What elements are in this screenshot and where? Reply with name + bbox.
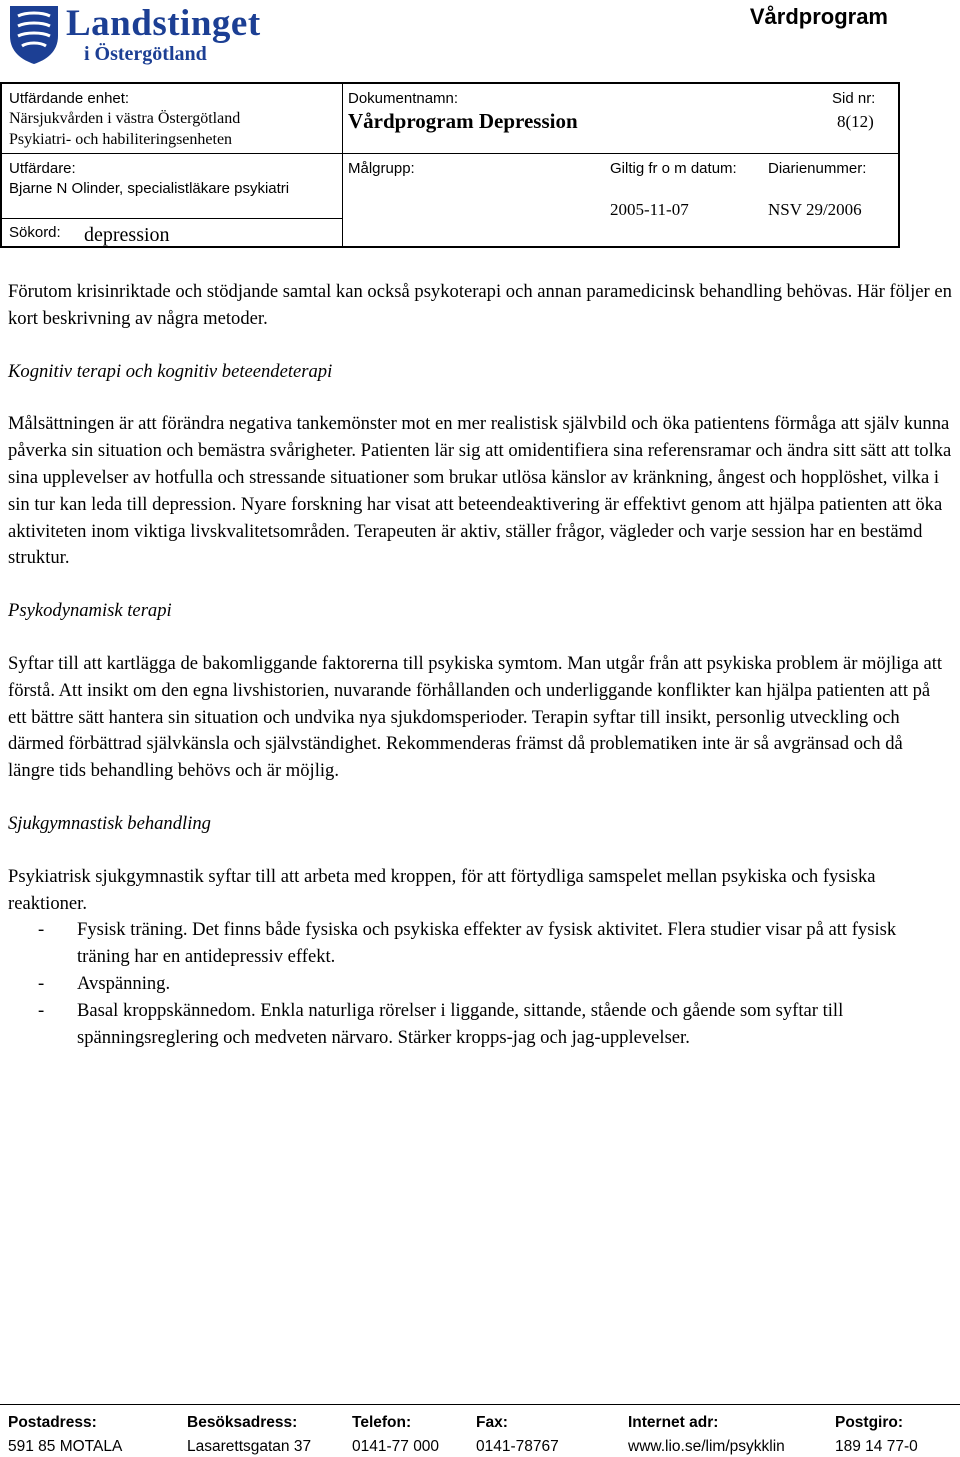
list-item-text: Fysisk träning. Det finns både fysiska och psykiska effekter av fysisk aktivitet. Flera studier visar på att fysisk träning har en antidepressiv effekt. bbox=[77, 919, 897, 968]
footer-phone-label: Telefon: bbox=[352, 1414, 412, 1431]
row-divider bbox=[342, 153, 898, 154]
footer-phone-value: 0141-77 000 bbox=[352, 1438, 440, 1455]
logo-name: Landstinget bbox=[66, 3, 261, 44]
column-divider bbox=[342, 84, 343, 246]
logo-region: i Östergötland bbox=[84, 43, 207, 65]
footer-postal-value: 591 85 MOTALA bbox=[8, 1438, 123, 1455]
keyword-label: Sökord: bbox=[9, 224, 61, 241]
valid-from-value: 2005-11-07 bbox=[610, 200, 689, 219]
document-header-table bbox=[0, 82, 900, 248]
section-heading-physiotherapy: Sjukgymnastisk behandling bbox=[8, 812, 211, 834]
registration-number-value: NSV 29/2006 bbox=[768, 200, 862, 219]
footer-giro-value: 189 14 77-0 bbox=[835, 1438, 918, 1455]
organization-logo bbox=[6, 2, 296, 68]
section-heading-cognitive: Kognitiv terapi och kognitiv beteendeterapi bbox=[8, 360, 333, 382]
issuer-value: Bjarne N Olinder, specialistläkare psykiatri bbox=[9, 180, 290, 197]
footer-web-label: Internet adr: bbox=[628, 1414, 719, 1431]
registration-number-label: Diarienummer: bbox=[768, 160, 867, 177]
footer-fax-value: 0141-78767 bbox=[476, 1438, 559, 1455]
valid-from-label: Giltig fr o m datum: bbox=[610, 160, 737, 177]
issuer-label: Utfärdare: bbox=[9, 160, 76, 177]
list-bullet: - bbox=[38, 972, 45, 994]
page-number-value: 8(12) bbox=[837, 112, 874, 131]
row-divider bbox=[2, 218, 342, 219]
intro-paragraph: Förutom krisinriktade och stödjande samtal kan också psykoterapi och annan paramedicinsk behandling behövas. Här följer en kort beskrivning av några metoder. bbox=[8, 281, 952, 329]
document-name-value: Vårdprogram Depression bbox=[348, 109, 578, 133]
document-type-title: Vårdprogram bbox=[749, 4, 888, 29]
list-item bbox=[8, 917, 952, 971]
county-emblem-icon bbox=[6, 2, 62, 66]
list-item bbox=[8, 998, 952, 1052]
target-group-label: Målgrupp: bbox=[348, 160, 415, 177]
section-heading-psychodynamic: Psykodynamisk terapi bbox=[8, 600, 172, 622]
list-item-text: Basal kroppskännedom. Enkla naturliga rörelser i liggande, sittande, stående och gående som syftar till spänningsreglering och medveten närvaro. Stärker kropps-jag och jag-upplevelser. bbox=[77, 999, 844, 1048]
issuing-unit-line2: Psykiatri- och habiliteringsenheten bbox=[9, 131, 233, 148]
list-bullet: - bbox=[38, 999, 45, 1021]
page-number-label: Sid nr: bbox=[832, 90, 876, 107]
footer-postal-label: Postadress: bbox=[8, 1414, 97, 1431]
section-text-psychodynamic: Syftar till att kartlägga de bakomliggande faktorerna till psykiska symtom. Man utgår från att psykiska problem är möjliga att förstå. Att insikt om den egna livshistorien, nuvarande förhållanden och underliggande konflikter kan hjälpa patienten att på ett bättre sätt hantera sin situation och undvika nya sjukdomsperioder. Terapin syftar till insikt, personlig utveckling och därmed förbättrad självkänsla och självständighet. Rekommenderas främst då problematiken inte är så avgränsad och då längre tids behandling behövs och är möjlig. bbox=[8, 652, 943, 782]
list-bullet: - bbox=[38, 919, 45, 941]
footer-giro-label: Postgiro: bbox=[835, 1414, 904, 1431]
footer-fax-label: Fax: bbox=[476, 1414, 508, 1431]
issuing-unit-line1: Närsjukvården i västra Östergötland bbox=[9, 110, 241, 127]
issuing-unit-label: Utfärdande enhet: bbox=[9, 90, 130, 107]
document-name-label: Dokumentnamn: bbox=[348, 90, 459, 107]
section-text-cognitive: Målsättningen är att förändra negativa tankemönster mot en mer realistisk självbild och öka patientens förmåga att själv kunna påverka sin situation och bemästra svårigheter. Patienten lär sig att omidentifiera sina referensramar och ändra sitt sätt att tolka sina upplevelser av hotfulla och stressande situationer som brukar utlösa känslor av kränkning, ångest och hopplöshet, vilka i sin tur kan leda till depression. Nyare forskning har visat att beteendeaktivering är effektivt genom att hjälpa patienten att öka aktiviteten inom viktiga livskvalitetsområden. Terapeuten är aktiv, ställer frågor, vägleder och varje session har en bestämd struktur. bbox=[8, 413, 952, 569]
physiotherapy-list bbox=[8, 917, 952, 1051]
keyword-value: depression bbox=[84, 224, 170, 246]
footer-visit-value: Lasarettsgatan 37 bbox=[187, 1438, 312, 1455]
row-divider bbox=[2, 153, 342, 154]
footer-divider bbox=[0, 1404, 960, 1405]
list-item-text: Avspänning. bbox=[77, 972, 171, 994]
footer-web-link[interactable]: www.lio.se/lim/psykklin bbox=[628, 1438, 785, 1455]
section-text-physiotherapy: Psykiatrisk sjukgymnastik syftar till att arbeta med kroppen, för att förtydliga samspelet mellan psykiska och fysiska reaktioner. bbox=[8, 865, 876, 914]
list-item bbox=[8, 971, 952, 998]
footer-visit-label: Besöksadress: bbox=[187, 1414, 298, 1431]
document-body bbox=[8, 279, 952, 1051]
